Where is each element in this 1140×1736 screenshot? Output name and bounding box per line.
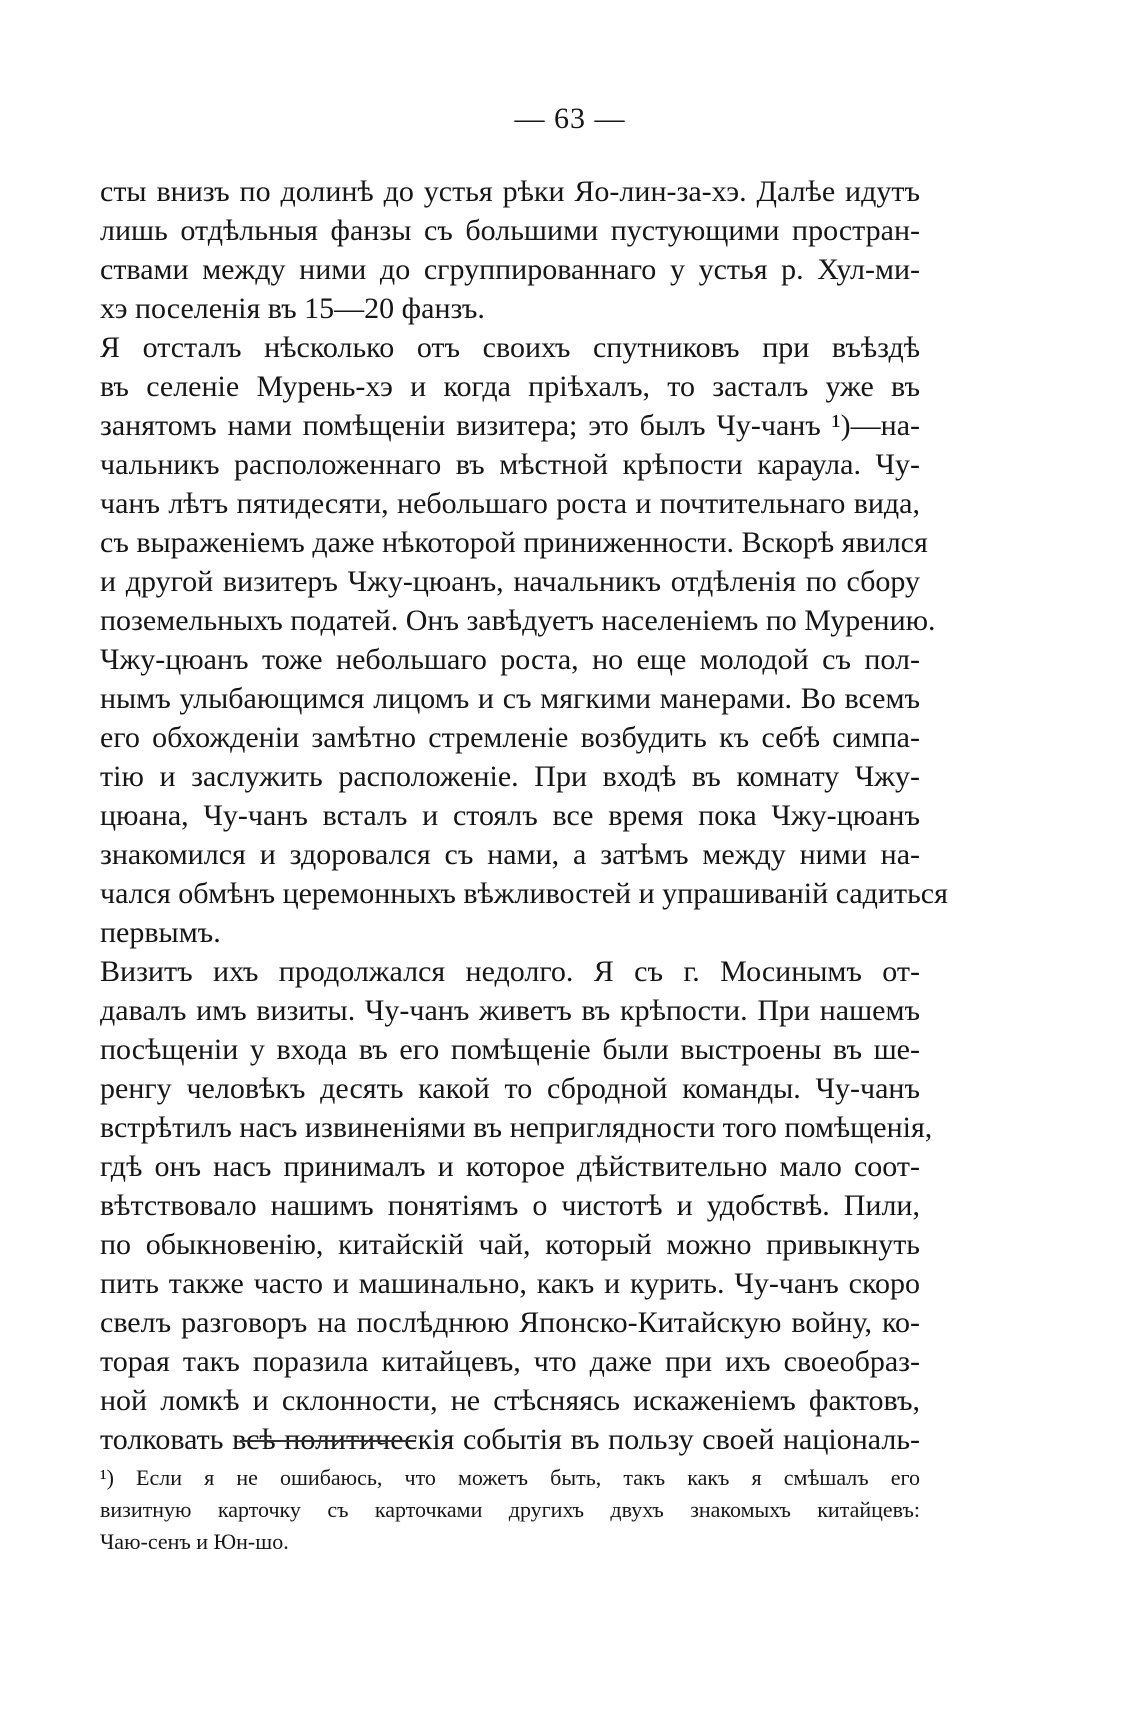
text-line: лишь отдѣльныя фанзы съ большими пустующими простран- [100, 214, 920, 247]
text-line: чанъ лѣтъ пятидесяти, небольшаго роста и почтительнаго вида, [100, 487, 920, 520]
text-line: Визитъ ихъ продолжался недолго. Я съ г. Мосинымъ от- [100, 955, 920, 988]
text-line: и другой визитеръ Чжу-цюанъ, начальникъ отдѣленія по сбору [100, 565, 920, 598]
text-line: пить также часто и машинально, какъ и курить. Чу-чанъ скоро [100, 1267, 920, 1300]
text-line: ной ломкѣ и склонности, не стѣсняясь искаженіемъ фактовъ, [100, 1384, 920, 1417]
text-line: тію и заслужить расположеніе. При входѣ въ комнату Чжу- [100, 760, 920, 793]
text-line: сты внизъ по долинѣ до устья рѣки Яо-лин-за-хэ. Далѣе идутъ [100, 175, 920, 208]
text-line: его обхожденіи замѣтно стремленіе возбудить къ себѣ симпа- [100, 721, 920, 754]
text-line: давалъ имъ визиты. Чу-чанъ живетъ въ крѣпости. При нашемъ [100, 994, 920, 1027]
text-line: вѣтствовало нашимъ понятіямъ о чистотѣ и удобствѣ. Пили, [100, 1189, 920, 1222]
footnote-line: визитную карточку съ карточками другихъ двухъ знакомыхъ китайцевъ: [100, 1497, 920, 1522]
text-line: первымъ. [100, 916, 221, 949]
footnotes [100, 1462, 920, 1558]
text-line: въ селеніе Мурень-хэ и когда пріѣхалъ, то засталъ уже въ [100, 370, 920, 403]
text-line: по обыкновенію, китайскій чай, который можно привыкнуть [100, 1228, 920, 1261]
text-line: цюана, Чу-чанъ всталъ и стоялъ все время пока Чжу-цюанъ [100, 799, 920, 832]
text-line: толковать всѣ политическія событія въ пользу своей національ- [100, 1423, 920, 1456]
text-line: свелъ разговоръ на послѣднюю Японско-Китайскую войну, ко- [100, 1306, 920, 1339]
paragraph-1 [100, 172, 920, 328]
footnote-line: ¹) Если я не ошибаюсь, что можетъ быть, такъ какъ я смѣшалъ его [100, 1465, 920, 1490]
text-line: встрѣтилъ насъ извиненіями въ неприглядности того помѣщенія, [100, 1111, 933, 1144]
text-line: Я отсталъ нѣсколько отъ своихъ спутниковъ при въѣздѣ [100, 331, 920, 364]
text-line: гдѣ онъ насъ принималъ и которое дѣйствительно мало соот- [100, 1150, 920, 1183]
footnote-rule [240, 1440, 416, 1442]
text-line: занятомъ нами помѣщеніи визитера; это былъ Чу-чанъ ¹)—на- [100, 409, 920, 442]
text-line: Чжу-цюанъ тоже небольшаго роста, но еще молодой съ пол- [100, 643, 920, 676]
paragraph-2 [100, 328, 948, 952]
text-line: нымъ улыбающимся лицомъ и съ мягкими манерами. Во всемъ [100, 682, 920, 715]
body-text [100, 172, 948, 1459]
text-line: ренгу человѣкъ десять какой то сбродной команды. Чу-чанъ [100, 1072, 920, 1105]
text-line: съ выраженіемъ даже нѣкоторой приниженности. Вскорѣ явился [100, 526, 928, 559]
text-line: посѣщеніи у входа въ его помѣщеніе были выстроены въ ше- [100, 1033, 920, 1066]
text-line: торая такъ поразила китайцевъ, что даже при ихъ своеобраз- [100, 1345, 920, 1378]
text-line: чальникъ расположеннаго въ мѣстной крѣпости караула. Чу- [100, 448, 920, 481]
paragraph-3 [100, 952, 933, 1459]
page-number: — 63 — [514, 102, 626, 135]
text-line: хэ поселенія въ 15—20 фанзъ. [100, 292, 485, 325]
text-line: знакомился и здоровался съ нами, а затѣмъ между ними на- [100, 838, 920, 871]
footnote-line: Чаю-сенъ и Юн-шо. [100, 1529, 289, 1554]
text-line: поземельныхъ податей. Онъ завѣдуетъ населеніемъ по Мурению. [100, 604, 936, 637]
text-line: ствами между ними до сгруппированнаго у устья р. Хул-ми- [100, 253, 920, 286]
text-line: чался обмѣнъ церемонныхъ вѣжливостей и упрашиваній садиться [100, 877, 948, 910]
